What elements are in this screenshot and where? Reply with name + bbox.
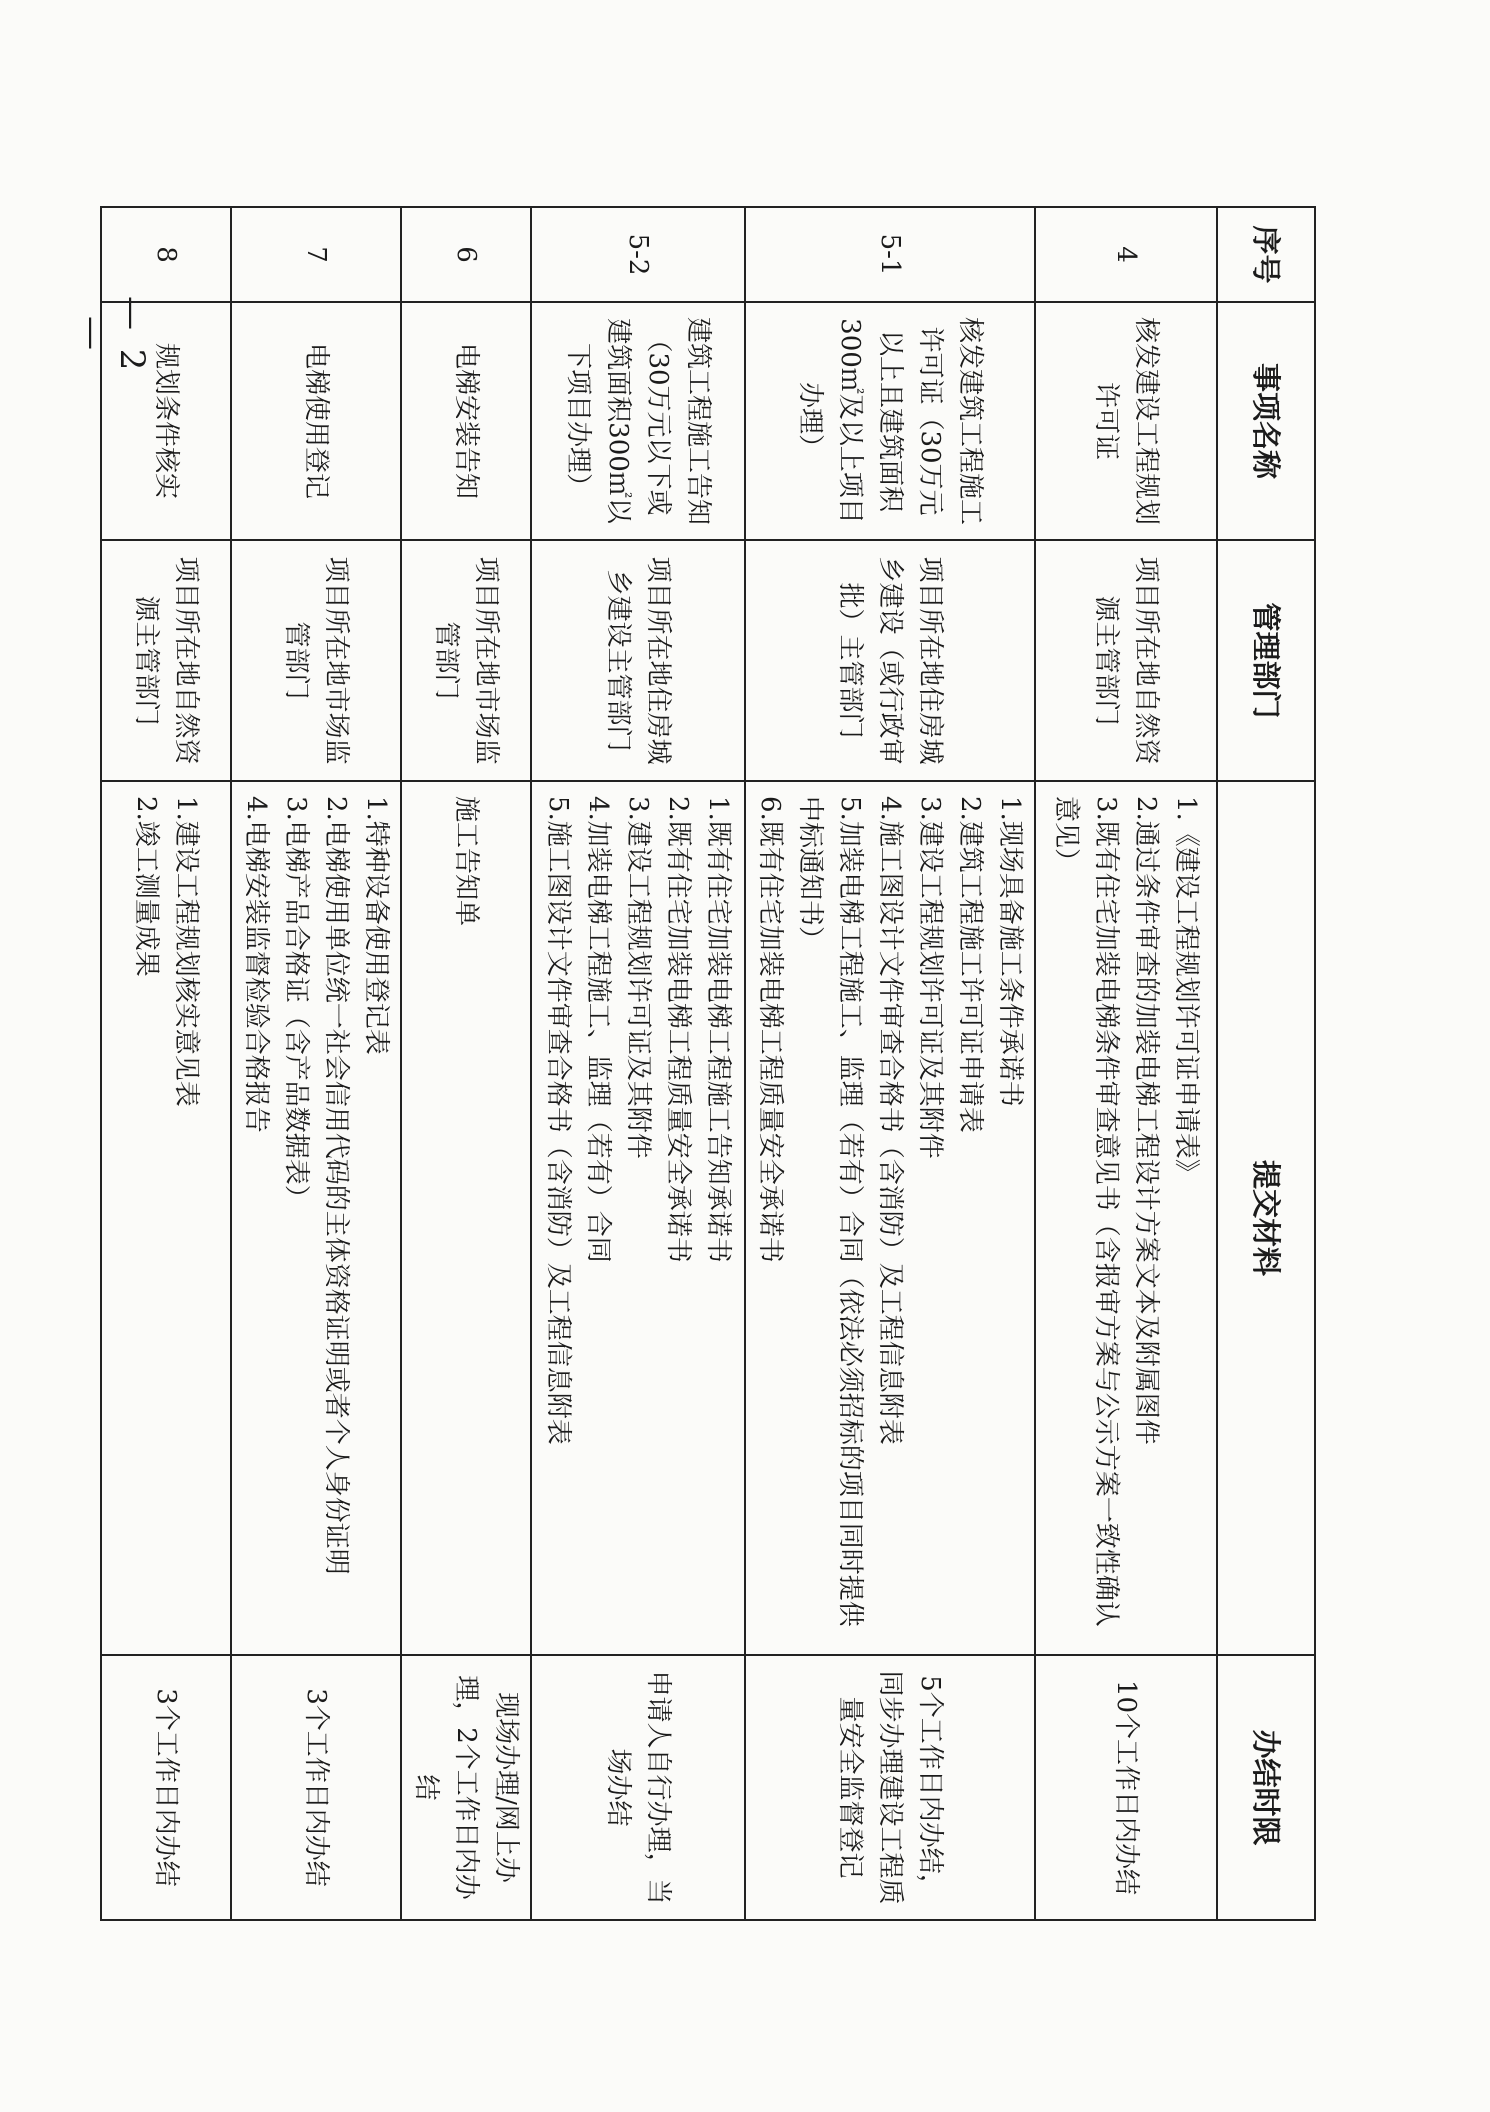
item-name: 电梯使用登记 (231, 302, 401, 540)
table-row (745, 207, 1035, 1920)
material-line: 5.施工图设计文件审查合格书（含消防）及工程信息附表 (543, 796, 573, 1445)
managing-department: 项目所在地市场监管部门 (401, 540, 531, 781)
managing-department: 项目所在地住房城乡建设主管部门 (531, 540, 745, 781)
managing-department: 项目所在地市场监管部门 (231, 540, 401, 781)
material-line: 3.电梯产品合格证（含产品数据表） (281, 796, 311, 1211)
submitted-materials (745, 781, 1035, 1655)
material-line: 1.《建设工程规划许可证申请表》 (1171, 796, 1201, 1185)
submitted-materials (1035, 781, 1217, 1655)
rotated-table-frame (131, 206, 1316, 1919)
material-line: 意见） (1051, 796, 1081, 875)
managing-department: 项目所在地自然资源主管部门 (1035, 540, 1217, 781)
item-name: 核发建筑工程施工许可证（30万元以上且建筑面积300㎡及以上项目办理） (745, 302, 1035, 540)
submitted-materials (401, 781, 531, 1655)
header-time: 办结时限 (1217, 1655, 1315, 1920)
submitted-materials (231, 781, 401, 1655)
row-number: 5-2 (531, 207, 745, 302)
row-number: 6 (401, 207, 531, 302)
time-limit: 3个工作日内办结 (101, 1655, 231, 1920)
material-line: 中标通知书） (795, 796, 825, 953)
material-line: 2.竣工测量成果 (131, 796, 161, 977)
header-name: 事项名称 (1217, 302, 1315, 540)
material-line: 2.电梯使用单位统一社会信用代码的主体资格证明或者个人身份证明 (321, 796, 351, 1575)
time-limit: 5个工作日内办结，同步办理建设工程质量安全监督登记 (745, 1655, 1035, 1920)
material-line: 1.既有住宅加装电梯工程施工告知承诺书 (703, 796, 733, 1263)
managing-department: 项目所在地自然资源主管部门 (101, 540, 231, 781)
material-line: 2.建筑工程施工许可证申请表 (955, 796, 985, 1133)
table-row (531, 207, 745, 1920)
material-line: 4.施工图设计文件审查合格书（含消防）及工程信息附表 (875, 796, 905, 1445)
time-limit: 现场办理/网上办理，2个工作日内办结 (401, 1655, 531, 1920)
material-line: 5.加装电梯工程施工、监理（若有）合同（依法必须招标的项目同时提供 (835, 796, 865, 1627)
header-row (1217, 207, 1315, 1920)
material-line: 4.电梯安装监督检验合格报告 (241, 796, 271, 1133)
row-number: 8 (101, 207, 231, 302)
material-line: 1.特种设备使用登记表 (361, 796, 391, 1055)
time-limit: 10个工作日内办结 (1035, 1655, 1217, 1920)
material-line: 3.建设工程规划许可证及其附件 (623, 796, 653, 1159)
item-name: 核发建设工程规划许可证 (1035, 302, 1217, 540)
header-dept: 管理部门 (1217, 540, 1315, 781)
item-name: 电梯安装告知 (401, 302, 531, 540)
submitted-materials (531, 781, 745, 1655)
page-number: — 2 — (72, 295, 152, 375)
material-line: 2.通过条件审查的加装电梯工程设计方案文本及附属图件 (1131, 796, 1161, 1445)
table-row (231, 207, 401, 1920)
material-line: 3.既有住宅加装电梯条件审查意见书（含报审方案与公示方案一致性确认 (1091, 796, 1121, 1627)
time-limit: 3个工作日内办结 (231, 1655, 401, 1920)
table-row (401, 207, 531, 1920)
header-materials: 提交材料 (1217, 781, 1315, 1655)
time-limit: 申请人自行办理，当场办结 (531, 1655, 745, 1920)
managing-department: 项目所在地住房城乡建设（或行政审批）主管部门 (745, 540, 1035, 781)
table-row (1035, 207, 1217, 1920)
material-line: 1.现场具备施工条件承诺书 (995, 796, 1025, 1107)
row-number: 7 (231, 207, 401, 302)
material-line: 施工告知单 (451, 796, 481, 927)
item-name: 建筑工程施工告知（30万元以下或建筑面积300㎡以下项目办理） (531, 302, 745, 540)
submitted-materials (101, 781, 231, 1655)
material-line: 4.加装电梯工程施工、监理（若有）合同 (583, 796, 613, 1263)
material-line: 3.建设工程规划许可证及其附件 (915, 796, 945, 1159)
header-no: 序号 (1217, 207, 1315, 302)
row-number: 4 (1035, 207, 1217, 302)
material-line: 6.既有住宅加装电梯工程质量安全承诺书 (755, 796, 785, 1263)
row-number: 5-1 (745, 207, 1035, 302)
table-row (101, 207, 231, 1920)
item-name: 规划条件核实 (101, 302, 231, 540)
approval-items-table (72, 206, 1316, 1921)
material-line: 1.建设工程规划核实意见表 (171, 796, 201, 1107)
material-line: 2.既有住宅加装电梯工程质量安全承诺书 (663, 796, 693, 1263)
